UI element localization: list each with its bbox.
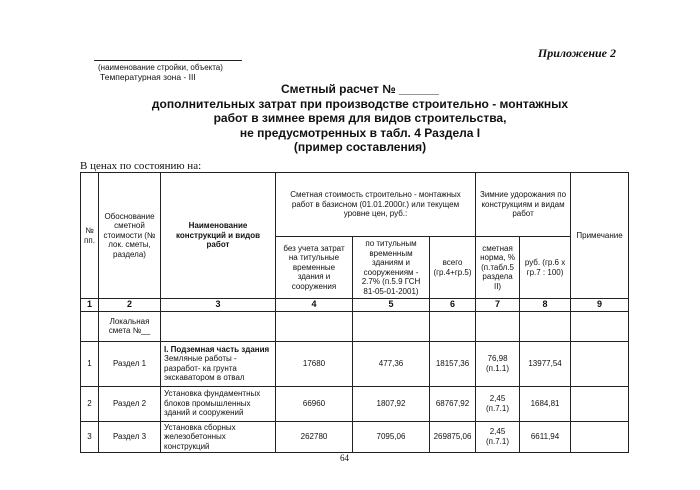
row-name: Установка сборных железобетонных конструкций [161,421,276,453]
section-title: I. Подземная часть здания [164,344,270,354]
row-winter-cost: 6611,94 [520,421,571,453]
row-note [571,386,629,421]
col-number-7: 7 [476,299,520,312]
col-number-4: 4 [276,299,353,312]
local-estimate-label: Локальная смета №__ [99,311,161,341]
row-cost-total: 269875,06 [430,421,476,453]
header-cost-group: Сметная стоимость строительно - монтажных работ в базисном (01.01.2000г.) или текущем уровне цен, руб.: [276,173,476,237]
header-col8: руб. (гр.6 х гр.7 : 100) [520,237,571,299]
row-section: Раздел 2 [99,386,161,421]
row-cost-total: 18157,36 [430,341,476,386]
row-norm: 2,45 (п.7.1) [476,386,520,421]
header-basis: Обоснование сметной стоимости (№ лок. сметы, раздела) [99,173,161,299]
header-col5: по титульным временным зданиям и сооружениям - 2.7% (п.5.9 ГСН 81-05-01-2001) [353,237,430,299]
header-note: Примечание [571,173,629,299]
row-no: 2 [81,386,99,421]
row-cost-base: 66960 [276,386,353,421]
col-number-6: 6 [430,299,476,312]
table-row [81,386,629,421]
header-no: № пп. [81,173,99,299]
object-name-line [94,60,242,61]
row-name-text: Земляные работы - разработ- ка грунта экскаватором в отвал [164,354,245,382]
row-note [571,421,629,453]
header-name: Наименование конструкций и видов работ [161,173,276,299]
document-title [150,82,570,155]
row-winter-cost: 13977,54 [520,341,571,386]
row-cost-temp: 1807,92 [353,386,430,421]
header-col6: всего (гр.4+гр.5) [430,237,476,299]
header-col4: без учета затрат на титульные временные здания и сооружения [276,237,353,299]
row-no: 1 [81,341,99,386]
col-number-3: 3 [161,299,276,312]
header-winter-group: Зимние удорожания по конструкциям и видам работ [476,173,571,237]
row-cost-temp: 7095,06 [353,421,430,453]
col-number-8: 8 [520,299,571,312]
temperature-zone: Температурная зона - III [100,72,196,82]
row-note [571,341,629,386]
title-line-1: Сметный расчет № ______ [281,82,439,96]
col-number-2: 2 [99,299,161,312]
estimate-table [80,172,629,453]
row-no: 3 [81,421,99,453]
row-cost-base: 262780 [276,421,353,453]
row-name: Установка фундаментных блоков промышленных зданий и сооружений [161,386,276,421]
row-section: Раздел 3 [99,421,161,453]
row-norm: 76,98 (п.1.1) [476,341,520,386]
row-winter-cost: 1684,81 [520,386,571,421]
table-row [81,421,629,453]
title-line-5: (пример составления) [293,140,427,154]
title-line-3: работ в зимнее время для видов строительства, [213,111,507,125]
row-name [161,341,276,386]
appendix-label: Приложение 2 [537,46,616,60]
col-number-9: 9 [571,299,629,312]
col-number-5: 5 [353,299,430,312]
page-number: 64 [340,453,349,463]
header-col7: сметная норма, % (п.табл.5 раздела II) [476,237,520,299]
title-line-4: не предусмотренных в табл. 4 Раздела I [239,125,481,140]
prices-as-of-label: В ценах по состоянию на: [80,160,202,172]
title-line-2: дополнительных затрат при производстве строительно - монтажных [151,96,569,111]
col-number-1: 1 [81,299,99,312]
table-row [81,341,629,386]
row-cost-temp: 477,36 [353,341,430,386]
object-name-caption: (наименование стройки, объекта) [98,63,223,72]
row-norm: 2,45 (п.7.1) [476,421,520,453]
row-cost-total: 68767,92 [430,386,476,421]
row-section: Раздел 1 [99,341,161,386]
row-cost-base: 17680 [276,341,353,386]
